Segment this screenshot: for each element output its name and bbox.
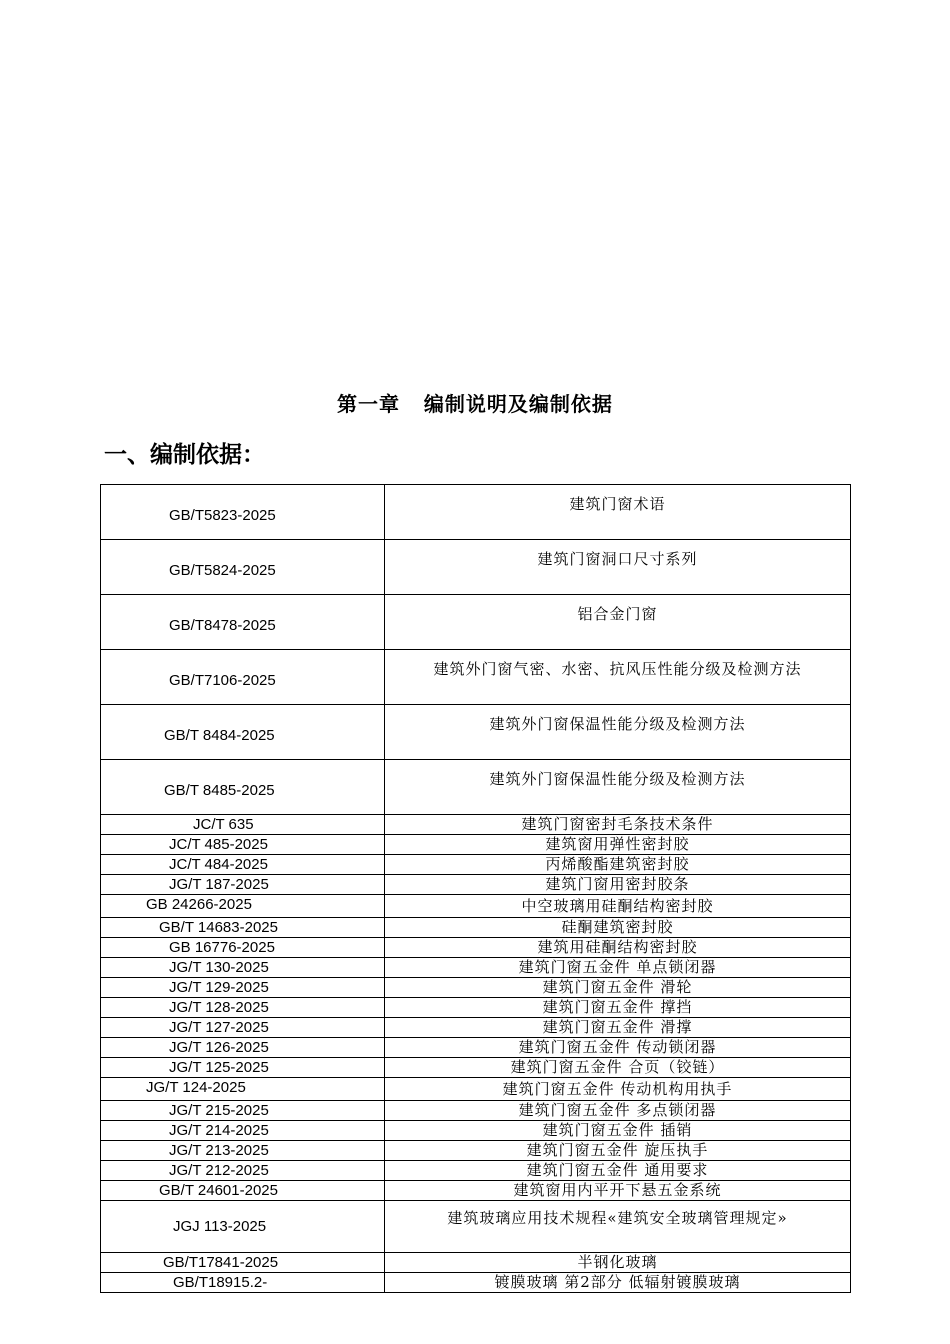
table-row: [101, 978, 851, 998]
standard-code: JGJ 113-2025: [101, 1201, 385, 1253]
standard-code: JG/T 187-2025: [101, 875, 385, 895]
table-row: [101, 1201, 851, 1253]
standard-name: 建筑玻璃应用技术规程«建筑安全玻璃管理规定»: [385, 1201, 851, 1253]
standard-name: 建筑门窗密封毛条技术条件: [385, 815, 851, 835]
table-row: [101, 760, 851, 815]
table-row: [101, 485, 851, 540]
table-row: [101, 1141, 851, 1161]
standard-name: 建筑门窗洞口尺寸系列: [385, 540, 851, 595]
standard-code: JG/T 127-2025: [101, 1018, 385, 1038]
standard-name: 建筑门窗术语: [385, 485, 851, 540]
standard-code: GB/T7106-2025: [101, 650, 385, 705]
standard-code: GB/T 8484-2025: [101, 705, 385, 760]
standard-name: 建筑窗用弹性密封胶: [385, 835, 851, 855]
table-row: [101, 998, 851, 1018]
table-row: [101, 1121, 851, 1141]
standard-code: JG/T 215-2025: [101, 1101, 385, 1121]
standard-name: 建筑门窗五金件 传动锁闭器: [385, 1038, 851, 1058]
standard-code: JG/T 214-2025: [101, 1121, 385, 1141]
standard-name: 建筑门窗五金件 通用要求: [385, 1161, 851, 1181]
standard-code: JG/T 213-2025: [101, 1141, 385, 1161]
table-row: [101, 895, 851, 918]
standard-code: GB/T5823-2025: [101, 485, 385, 540]
standard-code: JG/T 128-2025: [101, 998, 385, 1018]
standard-name: 丙烯酸酯建筑密封胶: [385, 855, 851, 875]
standard-name: 建筑门窗五金件 撑挡: [385, 998, 851, 1018]
standard-name: 半钢化玻璃: [385, 1253, 851, 1273]
table-row: [101, 855, 851, 875]
standard-code: JG/T 212-2025: [101, 1161, 385, 1181]
standard-code: JG/T 126-2025: [101, 1038, 385, 1058]
table-row: [101, 1181, 851, 1201]
table-row: [101, 958, 851, 978]
table-row: [101, 1078, 851, 1101]
standard-code: JG/T 130-2025: [101, 958, 385, 978]
standard-name: 建筑门窗五金件 单点锁闭器: [385, 958, 851, 978]
table-row: [101, 1038, 851, 1058]
standard-name: 建筑窗用内平开下悬五金系统: [385, 1181, 851, 1201]
standard-name: 建筑门窗五金件 旋压执手: [385, 1141, 851, 1161]
standard-name: 建筑用硅酮结构密封胶: [385, 938, 851, 958]
table-row: [101, 540, 851, 595]
table-row: [101, 815, 851, 835]
standard-code: GB/T18915.2-: [101, 1273, 385, 1293]
table-row: [101, 835, 851, 855]
standard-name: 建筑门窗五金件 滑撑: [385, 1018, 851, 1038]
table-row: [101, 1273, 851, 1293]
table-row: [101, 1018, 851, 1038]
standard-name: 建筑门窗五金件 合页（铰链）: [385, 1058, 851, 1078]
table-row: [101, 938, 851, 958]
standard-code: GB 24266-2025: [101, 895, 385, 918]
table-row: [101, 875, 851, 895]
standard-code: GB/T 8485-2025: [101, 760, 385, 815]
standard-name: 建筑门窗五金件 多点锁闭器: [385, 1101, 851, 1121]
standard-code: JC/T 635: [101, 815, 385, 835]
table-row: [101, 1058, 851, 1078]
table-row: [101, 1161, 851, 1181]
table-row: [101, 1101, 851, 1121]
standard-name: 建筑门窗五金件 传动机构用执手: [385, 1078, 851, 1101]
standard-code: GB 16776-2025: [101, 938, 385, 958]
table-row: [101, 705, 851, 760]
standard-name: 建筑外门窗保温性能分级及检测方法: [385, 705, 851, 760]
standard-code: GB/T 14683-2025: [101, 918, 385, 938]
standard-name: 硅酮建筑密封胶: [385, 918, 851, 938]
table-row: [101, 650, 851, 705]
standard-code: GB/T5824-2025: [101, 540, 385, 595]
standard-code: GB/T17841-2025: [101, 1253, 385, 1273]
standard-name: 建筑门窗五金件 插销: [385, 1121, 851, 1141]
standards-table: [100, 484, 851, 1293]
standard-name: 建筑外门窗气密、水密、抗风压性能分级及检测方法: [385, 650, 851, 705]
standard-name: 中空玻璃用硅酮结构密封胶: [385, 895, 851, 918]
standard-name: 铝合金门窗: [385, 595, 851, 650]
table-row: [101, 595, 851, 650]
table-row: [101, 1253, 851, 1273]
standard-code: JG/T 124-2025: [101, 1078, 385, 1101]
standard-code: GB/T 24601-2025: [101, 1181, 385, 1201]
standard-name: 建筑门窗用密封胶条: [385, 875, 851, 895]
standard-name: 镀膜玻璃 第2部分 低辐射镀膜玻璃: [385, 1273, 851, 1293]
standard-code: JC/T 485-2025: [101, 835, 385, 855]
table-row: [101, 918, 851, 938]
standard-code: JG/T 129-2025: [101, 978, 385, 998]
section-title: 一、编制依据：: [104, 442, 265, 468]
standard-name: 建筑外门窗保温性能分级及检测方法: [385, 760, 851, 815]
standard-name: 建筑门窗五金件 滑轮: [385, 978, 851, 998]
standard-code: JC/T 484-2025: [101, 855, 385, 875]
standard-code: GB/T8478-2025: [101, 595, 385, 650]
chapter-title: 第一章 编制说明及编制依据: [337, 392, 613, 416]
standard-code: JG/T 125-2025: [101, 1058, 385, 1078]
